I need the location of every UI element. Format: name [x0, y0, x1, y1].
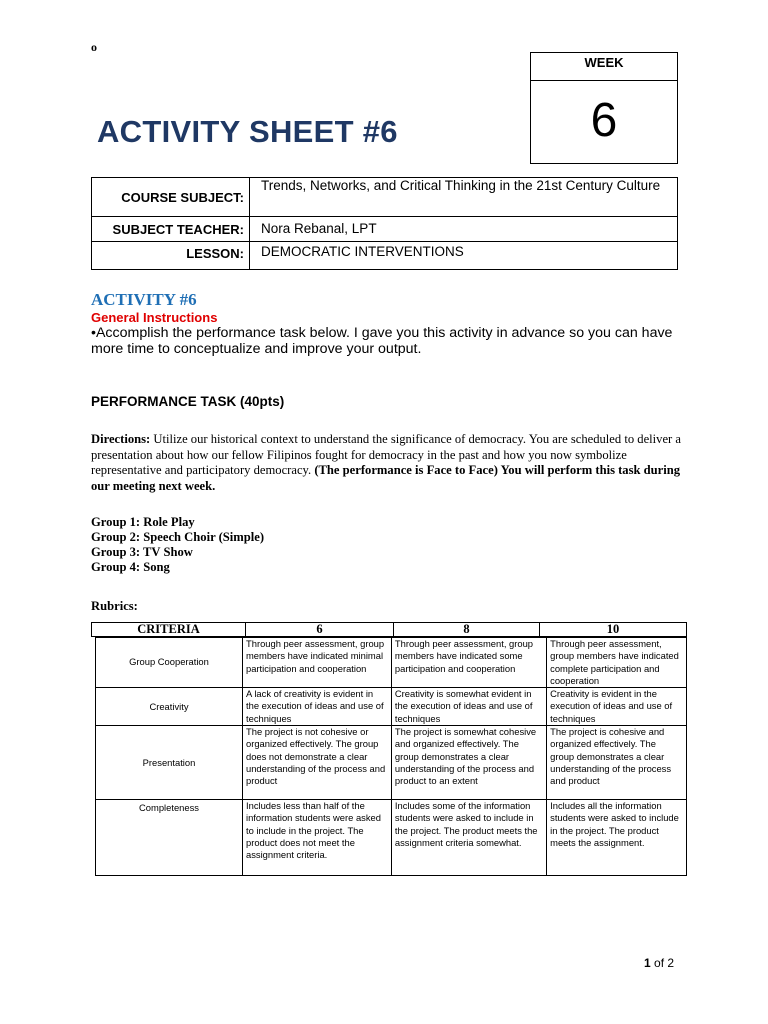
rubric-cell: Through peer assessment, group members have indicated some participation and cooperation [391, 638, 546, 688]
rubric-cell: Through peer assessment, group members have indicated complete participation and cooperation [547, 638, 687, 688]
rubric-header-score: 8 [393, 623, 539, 636]
rubric-cell: Includes all the information students were asked to include in the project. The product meets the assignment. [547, 800, 687, 876]
lesson-label: LESSON: [92, 242, 250, 270]
course-subject-label: COURSE SUBJECT: [92, 178, 250, 217]
general-instructions-label: General Instructions [91, 310, 218, 325]
rubric-row [96, 688, 687, 726]
rubric-cell: Includes less than half of the information students were asked to include in the project. The product does not meet the assignment criteria. [243, 800, 392, 876]
week-box [530, 52, 678, 164]
directions-bold-text: (The performance is Face to Face) You will perform this task during our meeting next week. [91, 463, 681, 493]
rubric-criteria: Creativity [96, 688, 243, 726]
group-item: Group 2: Speech Choir (Simple) [91, 530, 265, 544]
rubric-header-score: 6 [245, 623, 393, 636]
rubric-row [96, 638, 687, 688]
page-indicator [644, 956, 674, 970]
rubric-criteria: Group Cooperation [96, 638, 243, 688]
group-list [91, 515, 264, 575]
rubric-row [96, 800, 687, 876]
rubric-criteria: Completeness [96, 800, 243, 876]
rubric-cell [547, 726, 687, 800]
rubric-cell: Through peer assessment, group members have indicated minimal participation and cooperation [243, 638, 392, 688]
directions-paragraph [91, 432, 691, 494]
subject-teacher-label: SUBJECT TEACHER: [92, 217, 250, 242]
rubric-cell-text: The project is cohesive and organized effectively. The group demonstrates a clear understanding of the process and product [550, 726, 672, 787]
rubric-cell: Creativity is somewhat evident in the execution of ideas and use of techniques [391, 688, 546, 726]
rubric-cell: Creativity is evident in the execution of ideas and use of techniques [547, 688, 687, 726]
rubric-header-score: 10 [539, 623, 686, 636]
group-item: Group 3: TV Show [91, 545, 193, 559]
rubrics-label: Rubrics: [91, 599, 138, 613]
page-total: of 2 [654, 956, 675, 970]
instruction-text: •Accomplish the performance task below. I gave you this activity in advance so you can have more time to conceptualize and improve your output. [91, 325, 673, 357]
course-subject-value: Trends, Networks, and Critical Thinking in the 21st Century Culture [250, 178, 678, 217]
rubric-cell-text: The project is somewhat cohesive and organized effectively. The group demonstrates a clear understanding of the process and product to an extent [394, 726, 537, 787]
group-item: Group 1: Role Play [91, 515, 195, 529]
rubric-header-criteria: CRITERIA [137, 622, 200, 636]
page-title: ACTIVITY SHEET #6 [97, 114, 398, 149]
performance-task-heading: PERFORMANCE TASK (40pts) [91, 394, 285, 409]
corner-mark: o [91, 40, 97, 54]
directions-label: Directions: [91, 432, 151, 446]
lesson-value: DEMOCRATIC INTERVENTIONS [250, 242, 678, 270]
directions-text: Utilize our historical context to understand the significance of democracy. You are scheduled to deliver a presentation about how our fellow Filipinos fought for democracy in the past and how you now symbolize representative and participatory democracy. [91, 432, 681, 477]
rubric-cell [391, 726, 546, 800]
page-current: 1 [644, 956, 651, 970]
course-info-table [91, 177, 678, 270]
group-item: Group 4: Song [91, 560, 170, 574]
week-number: 6 [590, 94, 618, 147]
rubric-table [95, 637, 687, 876]
rubric-cell-text: The project is not cohesive or organized effectively. The group does not demonstrate a clear understanding of the process and product [246, 726, 386, 787]
rubric-cell: Includes some of the information students were asked to include in the project. The product meets the assignment criteria somewhat. [391, 800, 546, 876]
rubric-row [96, 726, 687, 800]
week-label: WEEK [531, 53, 677, 81]
rubric-table-wrapper [91, 622, 687, 876]
activity-heading: ACTIVITY #6 [91, 290, 197, 309]
subject-teacher-value: Nora Rebanal, LPT [250, 217, 678, 242]
rubric-cell: A lack of creativity is evident in the execution of ideas and use of techniques [243, 688, 392, 726]
rubric-header-row [91, 622, 687, 637]
rubric-cell [243, 726, 392, 800]
rubric-criteria: Presentation [96, 726, 243, 800]
